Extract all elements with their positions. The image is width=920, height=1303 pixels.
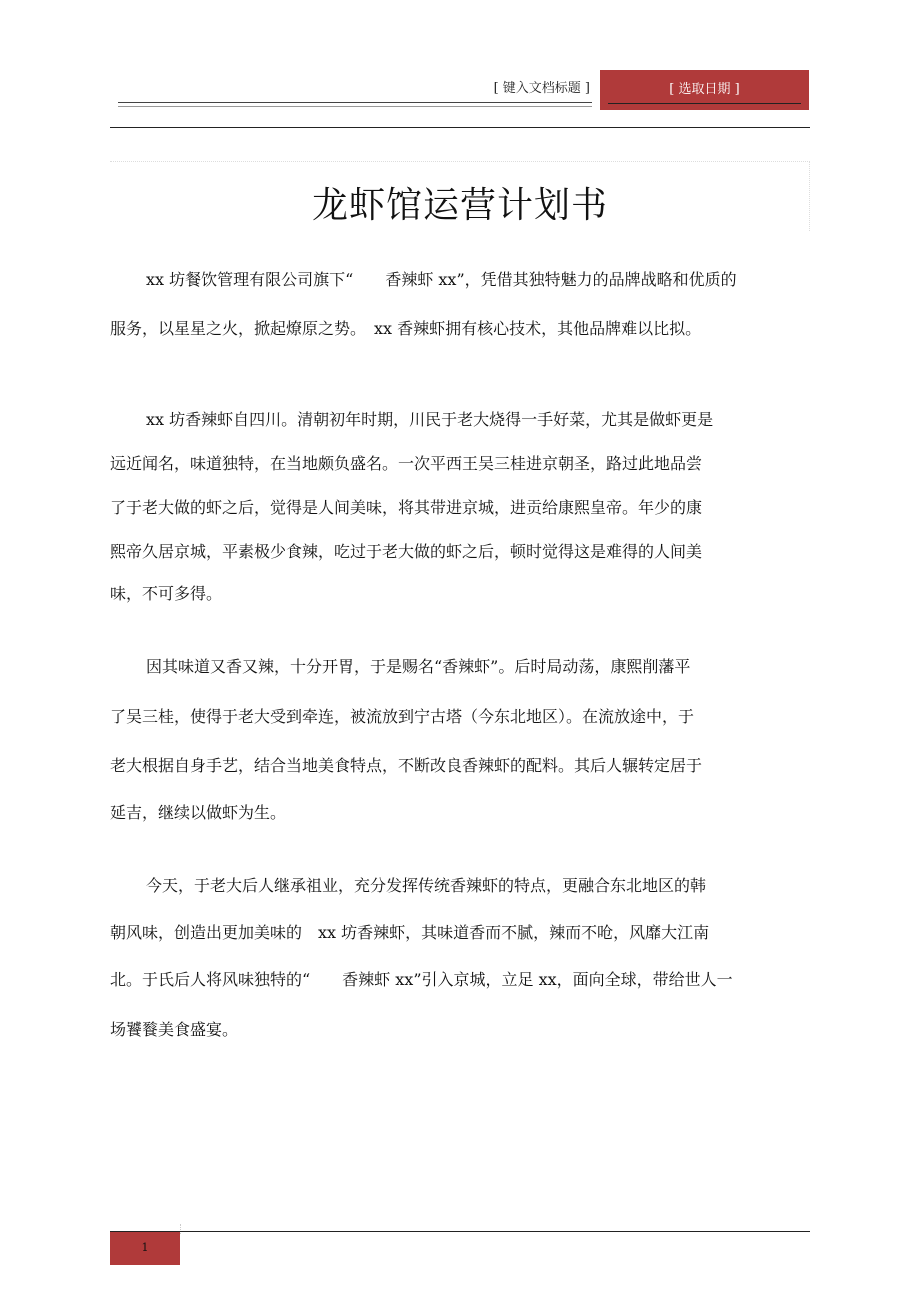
paragraph-3-line-4: 延吉，继续以做虾为生。: [110, 803, 287, 822]
date-picker-box[interactable]: [600, 70, 809, 110]
page-number-box: [110, 1232, 180, 1265]
document-title: 龙虾馆运营计划书: [311, 185, 608, 226]
date-underline: [608, 103, 801, 104]
paragraph-2-line-4: 熙帝久居京城，平素极少食辣，吃过于老大做的虾之后，顿时觉得这是难得的人间美: [110, 542, 703, 561]
paragraph-4-line-1: 今天，于老大后人继承祖业，充分发挥传统香辣虾的特点，更融合东北地区的韩: [146, 876, 707, 895]
paragraph-2-line-1: xx 坊香辣虾自四川。清朝初年时期，川民于老大烧得一手好菜，尤其是做虾更是: [146, 410, 714, 429]
header-divider: [118, 102, 592, 103]
paragraph-3-line-1: 因其味道又香又辣，十分开胃，于是赐名“香辣虾”。后时局动荡，康熙削藩平: [146, 657, 691, 676]
paragraph-1-line-1: xx 坊餐饮管理有限公司旗下“ 香辣虾 xx”，凭借其独特魅力的品牌战略和优质的: [146, 270, 737, 289]
date-placeholder[interactable]: [ 选取日期 ]: [669, 82, 740, 97]
page-number: 1: [141, 1241, 149, 1254]
header-bottom-rule: [110, 127, 810, 128]
footer-frame-mark: [180, 1224, 181, 1234]
document-title-placeholder[interactable]: [ 键入文档标题 ]: [493, 81, 590, 96]
paragraph-2-line-3: 了于老大做的虾之后，觉得是人间美味，将其带进京城，进贡给康熙皇帝。年少的康: [110, 498, 703, 517]
paragraph-2-line-2: 远近闻名，味道独特，在当地颇负盛名。一次平西王吴三桂进京朝圣，路过此地品尝: [110, 454, 703, 473]
header-divider-secondary: [118, 106, 592, 107]
paragraph-3-line-3: 老大根据自身手艺，结合当地美食特点，不断改良香辣虾的配料。其后人辗转定居于: [110, 756, 703, 775]
paragraph-3-line-2: 了吴三桂，使得于老大受到牵连，被流放到宁古塔（今东北地区）。在流放途中，于: [110, 707, 695, 726]
paragraph-1-line-2: 服务，以星星之火，掀起燎原之势。 xx 香辣虾拥有核心技术，其他品牌难以比拟。: [110, 319, 702, 338]
paragraph-4-line-3: 北。于氏后人将风味独特的“ 香辣虾 xx”引入京城，立足 xx，面向全球，带给世人一: [110, 970, 733, 989]
paragraph-2-line-5: 味，不可多得。: [110, 584, 223, 603]
footer-rule: [110, 1231, 810, 1232]
content-frame-top: [110, 161, 810, 162]
paragraph-4-line-2: 朝风味，创造出更加美味的 xx 坊香辣虾，其味道香而不腻，辣而不呛，风靡大江南: [110, 923, 710, 942]
paragraph-4-line-4: 场饕餮美食盛宴。: [110, 1020, 239, 1039]
